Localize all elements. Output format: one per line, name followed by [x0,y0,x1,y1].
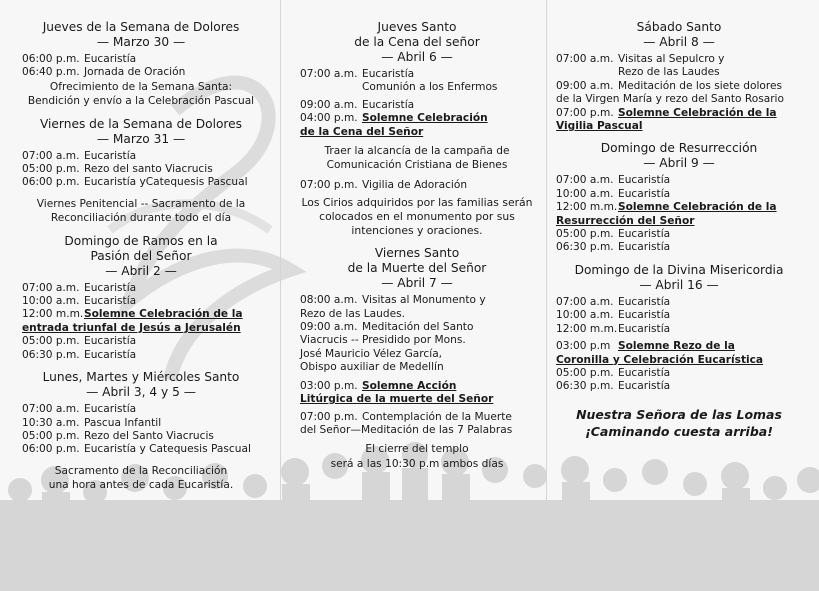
schedule-row [556,80,802,93]
time: 10:30 a.m. [22,416,80,429]
activity: Rezo de las Laudes [618,66,720,79]
schedule-row [556,107,802,120]
time: 05:00 p.m. [22,335,80,348]
schedule-row [22,53,260,66]
penitencial-line: Viernes Penitencial -- Sacramento de la [36,197,246,210]
activity-cont: Viacrucis -- Presidido por Mons. [300,334,466,347]
section-title: Domingo de Ramos en la [64,233,218,248]
activity: Eucaristía yCatequesis Pascual [84,176,248,189]
section-title: de la Muerte del Señor [347,261,487,276]
activity: Eucaristía [618,295,671,308]
section-viernes-dolores [22,117,260,190]
activity: Eucaristía [618,187,671,200]
section-jueves-santo [300,20,534,238]
time: 09:00 a.m. [556,79,614,92]
activity: Eucaristía [84,348,137,361]
section-date: — Abril 8 — [643,35,715,49]
section-title: Viernes de la Semana de Dolores [39,116,243,131]
time: 05:00 p.m. [22,163,80,176]
time: 07:00 a.m. [556,295,614,308]
activity-highlight: Solemne Celebración de la [84,308,243,321]
time: 08:00 a.m. [300,294,358,307]
note: Comunicación Cristiana de Bienes [326,159,508,172]
activity-cont: de la Virgen María y rezo del Santo Rosario [556,93,784,106]
schedule-row [556,340,802,353]
time: 06:30 p.m. [22,348,80,361]
activity-highlight: Solemne Celebración de la [618,106,777,119]
section-date: — Abril 16 — [639,277,719,292]
time: 07:00 p.m. [300,178,358,191]
schedule-row [22,66,260,79]
schedule-row [22,176,260,189]
closing-note: será a las 10:30 p.m ambos días [330,457,504,470]
activity: Meditación de los siete dolores [618,79,783,92]
penitencial-line: Reconciliación durante todo el día [50,212,232,225]
reconciliation-line: Sacramento de la Reconciliación [54,464,228,477]
schedule-row [22,282,260,295]
schedule-row [22,443,260,456]
column-middle [300,20,534,573]
activity-highlight: Solemne Celebración de la [618,201,777,214]
schedule-row [22,295,260,308]
section-domingo-ramos [22,234,260,362]
schedule-row [22,163,260,176]
section-title: Lunes, Martes y Miércoles Santo [42,370,240,385]
schedule-row [556,296,802,309]
section-title: Jueves Santo [377,20,457,34]
time: 06:00 p.m. [22,176,80,189]
activity: Eucaristía [84,295,137,308]
section-title: de la Cena del señor [354,35,480,49]
schedule-row [556,241,802,254]
closing-note: El cierre del templo [365,443,469,456]
time: 10:00 a.m. [22,295,80,308]
schedule-row [300,112,534,125]
activity: Eucaristía [84,281,137,294]
section-lunes-miercoles [22,370,260,457]
activity: Eucaristía [362,98,415,111]
section-date: — Abril 6 — [381,50,453,64]
schedule-row [300,411,534,424]
schedule-row [556,188,802,201]
schedule-row [556,380,802,393]
time: 05:00 p.m. [556,366,614,379]
section-date: — Marzo 31 — [96,131,186,146]
activity: Eucaristía [618,228,671,241]
activity: Pascua Infantil [84,416,162,429]
schedule-row [300,99,534,112]
time: 10:00 a.m. [556,187,614,200]
section-date: — Abril 7 — [381,276,453,291]
schedule-row [556,228,802,241]
activity: Eucaristía [84,53,137,65]
activity: Eucaristía [362,68,415,80]
time: 07:00 a.m. [556,53,614,65]
schedule-row [556,367,802,380]
activity: Eucaristía [618,322,671,335]
activity-cont: José Mauricio Vélez García, [300,347,443,360]
note: Bendición y envío a la Celebración Pascual [27,95,255,108]
time: 07:00 p.m. [300,410,358,423]
activity: Eucaristía [618,380,671,393]
schedule-row [300,380,534,393]
time: 07:00 a.m. [556,174,614,187]
activity: Eucaristía [618,309,671,322]
cirios-paragraph: Los Cirios adquiridos por las familias serán colocados en el monumento por sus intenciones y oraciones. [301,196,533,238]
time: 05:00 p.m. [22,429,80,442]
note: Traer la alcancía de la campaña de [324,145,510,158]
activity: Eucaristía [618,174,671,187]
schedule-row [22,335,260,348]
time: 06:40 p.m. [22,66,80,79]
fold-line-1 [280,0,281,591]
activity-highlight-cont: Vigilia Pascual [556,120,643,133]
section-title: Jueves de la Semana de Dolores [42,20,240,34]
schedule-row [300,179,534,192]
activity: Jornada de Oración [84,66,186,79]
activity-highlight-cont: Coronilla y Celebración Eucarística [556,353,764,366]
parish-name: Nuestra Señora de las Lomas [576,406,782,422]
activity-cont: del Señor—Meditación de las 7 Palabras [300,423,513,436]
activity-cont: Rezo de las Laudes. [300,307,405,320]
section-title: Pasión del Señor [90,248,192,263]
activity: Eucaristía [84,335,137,348]
time: 10:00 a.m. [556,309,614,322]
schedule-row [556,323,802,336]
activity: Contemplación de la Muerte [362,410,512,423]
schedule-row [22,417,260,430]
time: 07:00 a.m. [300,68,358,80]
time: 07:00 p.m. [556,106,614,119]
time: 03:00 p.m. [300,379,358,392]
column-left [22,20,260,573]
section-date: — Abril 3, 4 y 5 — [86,385,196,400]
schedule-row [22,308,260,321]
section-date: — Marzo 30 — [96,35,186,49]
time: 12:00 m.m. [556,322,618,335]
activity: Eucaristía y Catequesis Pascual [84,443,251,456]
time: 05:00 p.m. [556,228,614,241]
time: 07:00 a.m. [22,403,80,416]
parish-motto: ¡Caminando cuesta arriba! [585,423,773,439]
schedule-row [22,349,260,362]
activity: Eucaristía [84,403,137,416]
schedule-row [22,430,260,443]
activity: Rezo del Santo Viacrucis [84,429,214,442]
activity: Meditación del Santo [362,321,474,334]
schedule-row [556,66,802,79]
time: 06:00 p.m. [22,443,80,456]
schedule-row [556,53,802,66]
activity-highlight-cont: Resurrección del Señor [556,214,695,227]
note: Ofrecimiento de la Semana Santa: [49,80,233,93]
activity: Comunión a los Enfermos [362,81,498,94]
activity-highlight-cont: de la Cena del Señor [300,125,424,138]
schedule-row [300,81,534,94]
section-domingo-resurreccion [556,141,802,254]
schedule-row [22,403,260,416]
activity-highlight: Solemne Celebración [362,112,488,125]
activity: Visitas al Monumento y [362,294,486,307]
time: 06:30 p.m. [556,380,614,393]
schedule-row [300,321,534,334]
schedule-row [300,68,534,81]
schedule-row [300,294,534,307]
section-viernes-santo [300,246,534,471]
activity-highlight-cont: Litúrgica de la muerte del Señor [300,393,494,406]
fold-line-2 [546,0,547,591]
time: 09:00 a.m. [300,98,358,111]
schedule-row [556,174,802,187]
schedule-row [556,201,802,214]
time: 07:00 a.m. [22,281,80,294]
activity: Vigilia de Adoración [362,178,468,191]
time: 03:00 p.m [556,340,611,353]
activity: Rezo del santo Viacrucis [84,163,213,176]
activity: Eucaristía [618,241,671,254]
time: 06:30 p.m. [556,241,614,254]
activity-cont: Obispo auxiliar de Medellín [300,361,444,374]
activity: Visitas al Sepulcro y [618,53,725,65]
section-title: Domingo de Resurrección [600,141,758,156]
section-title: Viernes Santo [374,246,460,261]
section-date: — Abril 9 — [643,156,715,171]
time: 12:00 m.m. [22,308,84,321]
section-penitencial [22,198,260,226]
section-date: — Abril 2 — [105,263,177,278]
schedule-row [22,150,260,163]
time: 12:00 m.m. [556,201,618,214]
time: 09:00 a.m. [300,321,358,334]
section-divina-misericordia [556,263,802,394]
section-title: Sábado Santo [636,20,722,34]
column-right [556,20,802,573]
reconciliation-line: una hora antes de cada Eucaristía. [48,479,234,492]
activity-highlight-cont: entrada triunfal de Jesús a Jerusalén [22,321,241,334]
section-sabado-santo [556,20,802,133]
activity: Eucaristía [618,366,671,379]
section-title: Domingo de la Divina Misericordia [574,262,784,277]
section-jueves-dolores [22,20,260,109]
time: 07:00 a.m. [22,149,80,162]
schedule-row [556,309,802,322]
activity-highlight: Solemne Acción [362,379,457,392]
activity: Eucaristía [84,149,137,162]
activity-highlight: Solemne Rezo de la [618,340,735,353]
time: 04:00 p.m. [300,112,358,125]
time: 06:00 p.m. [22,53,80,65]
